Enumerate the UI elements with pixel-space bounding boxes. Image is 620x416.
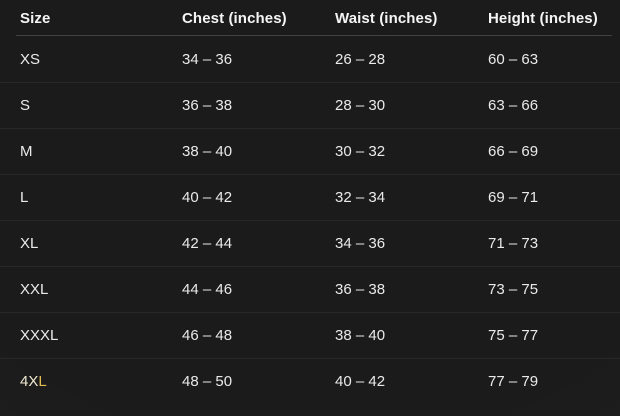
waist-cell: 36 – 38: [335, 281, 386, 298]
size-cell: S: [20, 97, 31, 114]
size-cell: XS: [20, 50, 41, 68]
waist-cell: 32 – 34: [335, 189, 386, 206]
size-label-4x: 4X: [20, 373, 39, 390]
size-label-l: L: [38, 373, 47, 390]
waist-cell: 28 – 30: [335, 97, 386, 114]
chest-cell: 44 – 46: [182, 281, 233, 298]
waist-cell: 30 – 32: [335, 143, 386, 160]
height-cell: 75 – 77: [488, 327, 539, 344]
column-header-waist: Waist (inches): [335, 9, 438, 27]
column-header-chest: Chest (inches): [182, 9, 287, 27]
chest-cell: 36 – 38: [182, 97, 233, 114]
height-cell: 63 – 66: [488, 97, 539, 114]
waist-cell: 38 – 40: [335, 327, 386, 344]
table-row-xs: [0, 36, 620, 82]
table-row-4xl: [0, 358, 620, 404]
column-header-height: Height (inches): [488, 9, 598, 27]
table-row-xxl: [0, 266, 620, 312]
height-cell: 73 – 75: [488, 281, 539, 298]
chest-cell: 40 – 42: [182, 189, 233, 206]
height-cell: 69 – 71: [488, 189, 539, 206]
chest-cell: 38 – 40: [182, 143, 233, 160]
chest-cell: 34 – 36: [182, 50, 233, 68]
table-row-l: [0, 174, 620, 220]
height-cell: 77 – 79: [488, 373, 539, 390]
chest-cell: 46 – 48: [182, 327, 233, 344]
size-cell: XXXL: [20, 327, 59, 344]
table-row-xl: [0, 220, 620, 266]
waist-cell: 40 – 42: [335, 373, 386, 390]
height-cell: 71 – 73: [488, 235, 539, 252]
table-row-s: [0, 82, 620, 128]
chest-cell: 42 – 44: [182, 235, 233, 252]
height-cell: 66 – 69: [488, 143, 539, 160]
waist-cell: 26 – 28: [335, 50, 386, 68]
waist-cell: 34 – 36: [335, 235, 386, 252]
height-cell: 60 – 63: [488, 50, 539, 68]
table-row-xxxl: [0, 312, 620, 358]
table-row-m: [0, 128, 620, 174]
size-cell: XL: [20, 235, 39, 252]
size-cell: [20, 373, 182, 390]
size-cell: L: [20, 189, 29, 206]
chest-cell: 48 – 50: [182, 373, 233, 390]
column-header-size: Size: [20, 9, 51, 27]
size-cell: XXL: [20, 281, 49, 298]
table-header-row: [0, 0, 620, 36]
size-cell: M: [20, 143, 33, 160]
